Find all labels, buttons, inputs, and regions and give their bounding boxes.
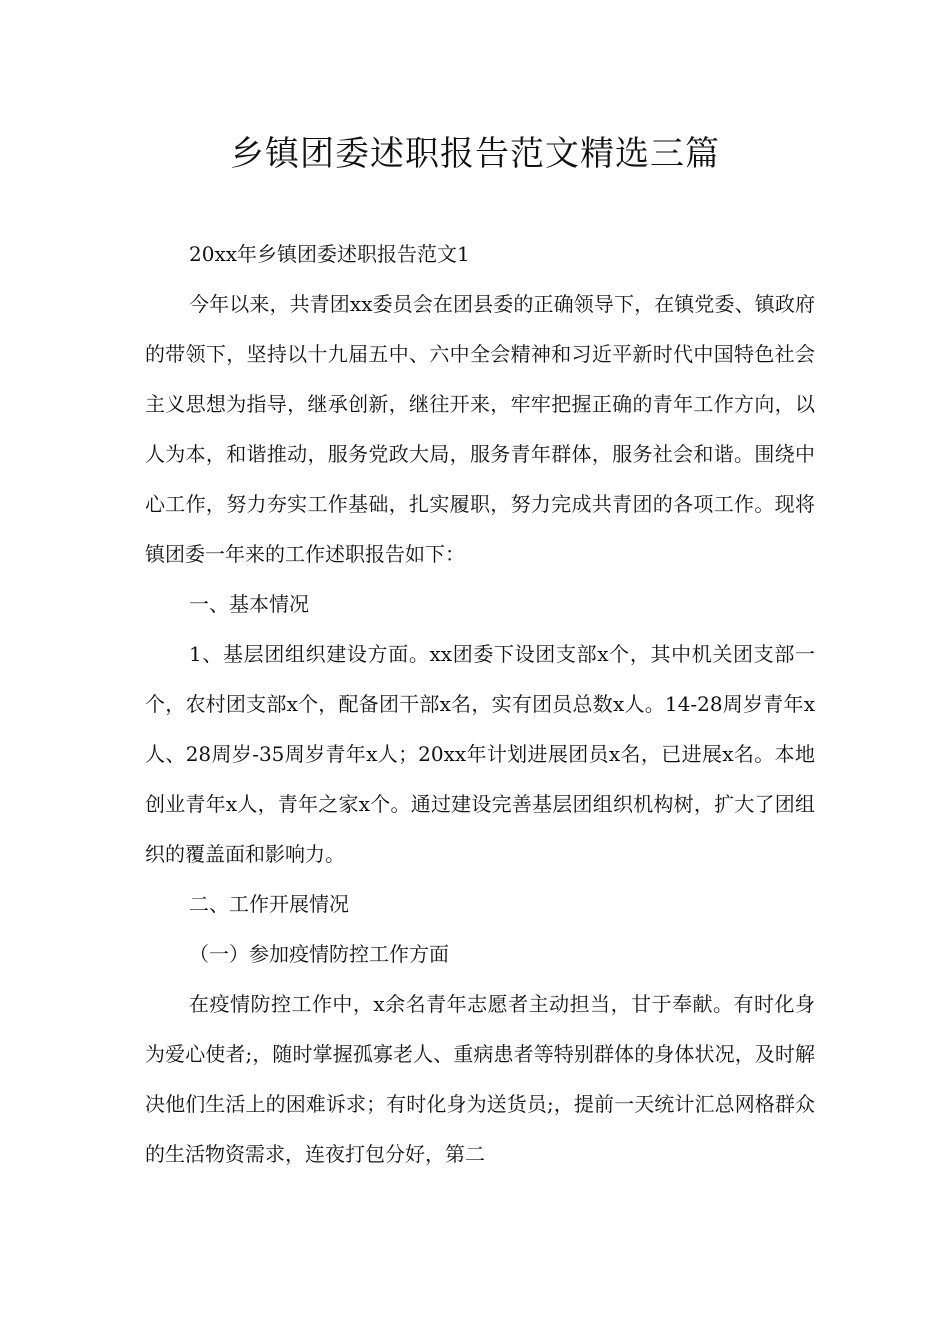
body-paragraph-organization: 1、基层团组织建设方面。xx团委下设团支部x个，其中机关团支部一个，农村团支部x个，配备团干部x名，实有团员总数x人。14-28周岁青年x人、28周岁-35周岁青年x人；20xx年计划进展团员x名，已进展x名。本地创业青年x人，青年之家x个。通过建设完善基层团组织机构树，扩大了团组织的覆盖面和影响力。 [145, 642, 815, 866]
section-heading-report-1: 20xx年乡镇团委述职报告范文1 [189, 242, 470, 266]
subsection-heading-epidemic: （一）参加疫情防控工作方面 [189, 942, 449, 966]
body-paragraph-epidemic: 在疫情防控工作中，x余名青年志愿者主动担当，甘于奉献。有时化身为爱心使者;，随时掌握孤寡老人、重病患者等特别群体的身体状况，及时解决他们生活上的困难诉求；有时化身为送货员;，提前一天统计汇总网格群众的生活物资需求，连夜打包分好，第二 [145, 992, 815, 1166]
body-paragraph-intro: 今年以来，共青团xx委员会在团县委的正确领导下，在镇党委、镇政府的带领下，坚持以十九届五中、六中全会精神和习近平新时代中国特色社会主义思想为指导，继承创新，继往开来，牢牢把握正确的青年工作方向，以人为本，和谐推动，服务党政大局，服务青年群体，服务社会和谐。围绕中心工作，努力夯实工作基础，扎实履职，努力完成共青团的各项工作。现将镇团委一年来的工作述职报告如下： [145, 292, 815, 566]
section-heading-work: 二、工作开展情况 [189, 892, 349, 916]
document-body [145, 229, 815, 1179]
document-title: 乡镇团委述职报告范文精选三篇 [230, 134, 720, 174]
section-heading-basic: 一、基本情况 [189, 592, 309, 616]
